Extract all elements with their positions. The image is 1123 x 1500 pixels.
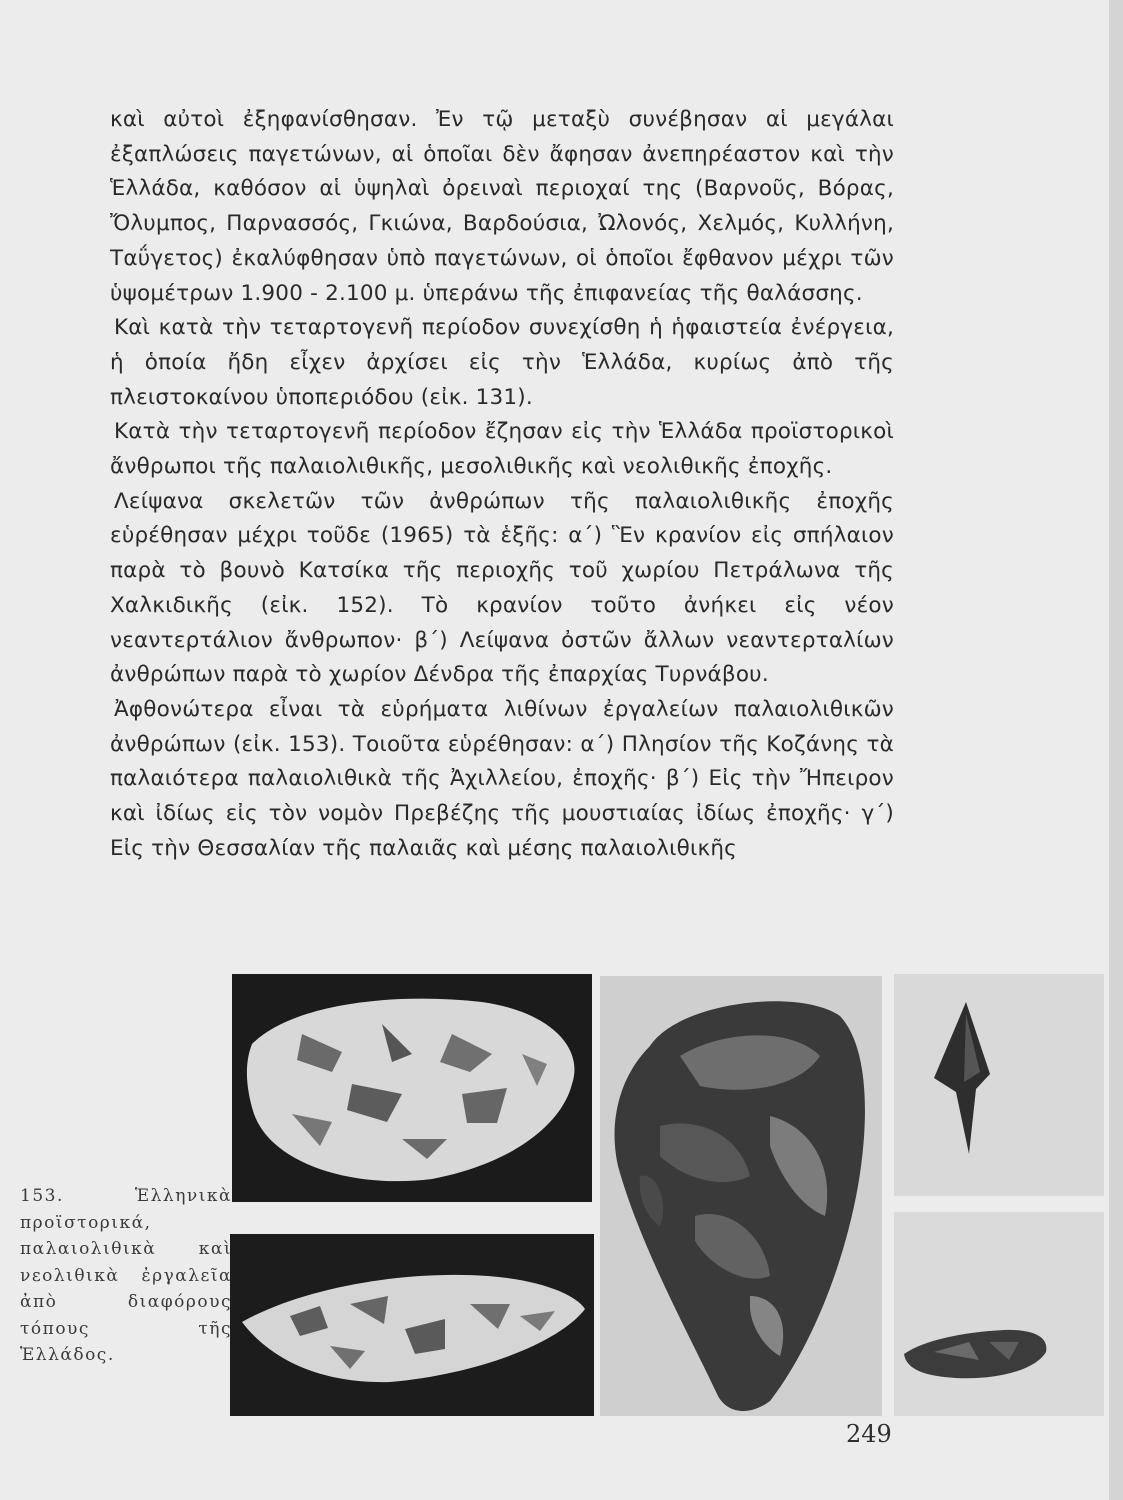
photo-arrowhead (894, 974, 1104, 1196)
figure-caption: 153. Ἑλληνικὰ προϊστορικά, παλαιολιθικὰ καὶ νεολιθικὰ ἐργαλεῖα ἀπὸ διαφόρους τόπους τῆς Ἑλλάδος. (20, 1186, 232, 1365)
paragraph-3: Κατὰ τὴν τεταρτογενῆ περίοδον ἔζησαν εἰς τὴν Ἑλλάδα προϊστορικοὶ ἄνθρωποι τῆς παλαιολιθικῆς, μεσολιθικῆς καὶ νεολιθικῆς ἐποχῆς. (110, 419, 894, 480)
photo-hand-axe (232, 974, 592, 1202)
body-text (110, 103, 894, 866)
paragraph-1: καὶ αὐτοὶ ἐξηφανίσθησαν. Ἐν τῷ μεταξὺ συνέβησαν αἱ μεγάλαι ἐξαπλώσεις παγετώνων, αἱ ὁποῖαι δὲν ἄφησαν ἀνεπηρέαστον καὶ τὴν Ἑλλάδα, καθόσον αἱ ὑψηλαὶ ὀρειναὶ περιοχαί της (Βαρνοῦς, Βόρας, Ὄλυμπος, Παρνασσός, Γκιώνα, Βαρδούσια, Ὠλονός, Χελμός, Κυλλήνη, Ταΰγετος) ἐκαλύφθησαν ὑπὸ παγετώνων, οἱ ὁποῖοι ἔφθανον μέχρι τῶν ὑψομέτρων 1.900 - 2.100 μ. ὑπεράνω τῆς ἐπιφανείας τῆς θαλάσσης. (110, 107, 894, 306)
paragraph-4: Λείψανα σκελετῶν τῶν ἀνθρώπων τῆς παλαιολιθικῆς ἐποχῆς εὑρέθησαν μέχρι τοῦδε (1965) τὰ ἑξῆς: α΄) Ἓν κρανίον εἰς σπήλαιον παρὰ τὸ βουνὸ Κατσίκα τῆς περιοχῆς τοῦ χωρίου Πετράλωνα τῆς Χαλκιδικῆς (εἰκ. 152). Τὸ κρανίον τοῦτο ἀνήκει εἰς νέον νεαντερτάλιον ἄνθρωπον· β΄) Λείψανα ὀστῶν ἄλλων νεαντερταλίων ἀνθρώπων παρὰ τὸ χωρίον Δένδρα τῆς ἐπαρχίας Τυρνάβου. (110, 488, 894, 688)
photo-leaf-point (230, 1234, 594, 1416)
photo-flake (894, 1212, 1104, 1416)
paragraph-5: Ἀφθονώτερα εἶναι τὰ εὑρήματα λιθίνων ἐργαλείων παλαιολιθικῶν ἀνθρώπων (εἰκ. 153). Τοιοῦτα εὑρέθησαν: α΄) Πλησίον τῆς Κοζάνης τὰ παλαιότερα παλαιολιθικὰ τῆς Ἀχιλλείου, ἐποχῆς· β΄) Εἰς τὴν Ἤπειρον καὶ ἰδίως εἰς τὸν νομὸν Πρεβέζης τῆς μουστιαίας ἰδίως ἐποχῆς· γ΄) Εἰς τὴν Θεσσαλίαν τῆς παλαιᾶς καὶ μέσης παλαιολιθικῆς (110, 696, 894, 861)
paragraph-2: Καὶ κατὰ τὴν τεταρτογενῆ περίοδον συνεχίσθη ἡ ἡφαιστεία ἐνέργεια, ἡ ὁποία ἤδη εἶχεν ἀρχίσει εἰς τὴν Ἑλλάδα, κυρίως ἀπὸ τῆς πλειστοκαίνου ὑποπεριόδου (εἰκ. 131). (110, 315, 894, 410)
page-number: 249 (846, 1420, 892, 1448)
photo-large-artifact (600, 976, 882, 1416)
